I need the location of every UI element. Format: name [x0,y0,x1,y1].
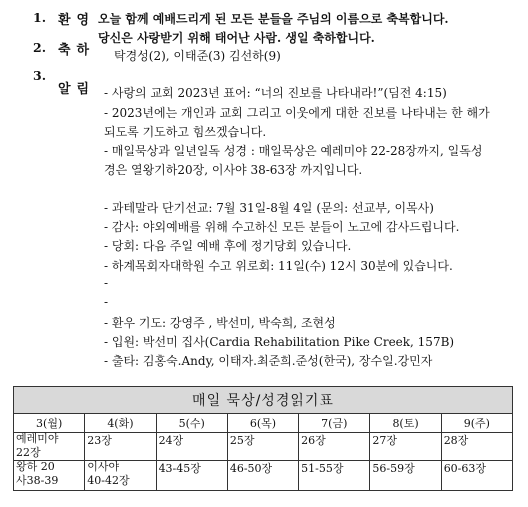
section-number-welcome: 1. [33,10,47,25]
announcement-item: - [104,276,109,290]
meditation-cell: 28장 [441,433,512,461]
bible-reading-cell: 43-45장 [156,461,227,491]
meditation-cell: 26장 [299,433,370,461]
prayer-request-line: - 환우 기도: 강영주 , 박선미, 박숙희, 조현성 [104,316,336,330]
meditation-cell: 예레미야 22장 [14,433,85,461]
meditation-cell: 24장 [156,433,227,461]
meditation-cell: 27장 [370,433,441,461]
announcement-item: 되도록 기도하고 힘쓰겠습니다. [104,125,267,139]
birthday-line: 당신은 사랑받기 위해 태어난 사람. 생일 축하합니다. [98,31,375,45]
day-header: 7(금) [299,414,370,433]
announcement-item: - [104,295,109,309]
travel-line: - 출타: 김홍숙.Andy, 이태자.최준희.준성(한국), 장수일.강민자 [104,354,433,368]
hospital-line: - 입원: 박선미 집사(Cardia Rehabilitation Pike Creek, 157B) [104,335,455,349]
day-header: 9(주) [441,414,512,433]
announcement-item: - 과테말라 단기선교: 7월 31일-8월 4일 (문의: 선교부, 이목사) [104,201,434,215]
bible-reading-cell: 60-63장 [441,461,512,491]
day-header: 4(화) [85,414,156,433]
section-number-celebration: 2. [33,40,47,55]
section-title-announcements: 알림 [58,82,96,97]
bible-reading-cell: 46-50장 [227,461,298,491]
bible-reading-cell: 왕하 20 사38-39 [14,461,85,491]
meditation-cell: 25장 [227,433,298,461]
announcement-item: 경은 열왕기하20장, 이사야 38-63장 까지입니다. [104,163,363,177]
bible-reading-cell: 이사야 40-42장 [85,461,156,491]
section-title-celebration: 축하 [58,43,96,58]
announcement-item: - 매일묵상과 일년일독 성경 : 매일묵상은 예레미야 22-28장까지, 일독성 [104,144,483,158]
reading-table-caption: 매일 묵상/성경읽기표 [14,387,513,414]
announcement-item: - 하계목회자대학원 수고 위로회: 11일(수) 12시 30분에 있습니다. [104,259,453,273]
announcement-item: - 감사: 야외예배를 위해 수고하신 모든 분들이 노고에 감사드립니다. [104,220,460,234]
bible-reading-cell: 51-55장 [299,461,370,491]
day-header: 8(토) [370,414,441,433]
day-header: 5(수) [156,414,227,433]
day-header: 6(목) [227,414,298,433]
day-header: 3(월) [14,414,85,433]
announcement-item: - 당회: 다음 주일 예배 후에 정기당회 있습니다. [104,239,352,253]
meditation-cell: 23장 [85,433,156,461]
announcement-item: - 2023년에는 개인과 교회 그리고 이웃에게 대한 진보를 나타내는 한 해가 [104,106,490,120]
bible-reading-cell: 56-59장 [370,461,441,491]
birthday-names: 탁경성(2), 이태준(3) 김선하(9) [114,49,281,63]
reading-schedule-table [13,386,513,491]
welcome-line: 오늘 함께 예배드리게 된 모든 분들을 주님의 이름으로 축복합니다. [98,12,449,26]
section-number-announcements: 3. [33,68,47,83]
section-title-welcome: 환영 [58,13,96,28]
announcement-item: - 사랑의 교회 2023년 표어: “너의 진보를 나타내라!”(딤전 4:15) [104,86,447,100]
